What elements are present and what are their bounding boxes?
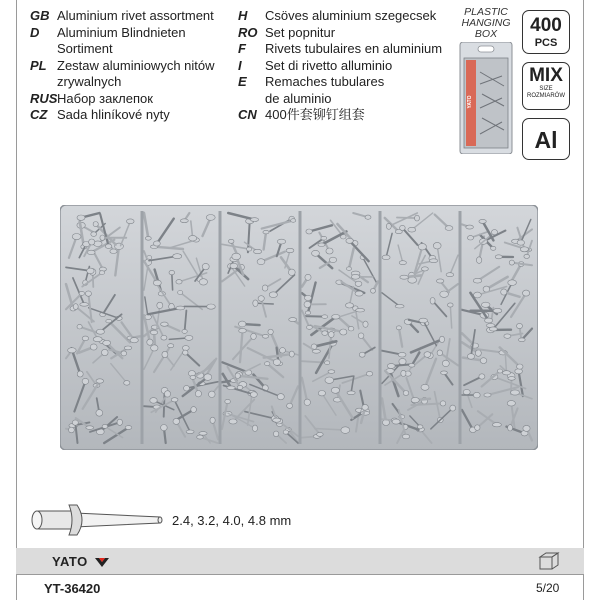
- rivet-head-shape: [491, 246, 496, 250]
- pieces-unit: PCS: [534, 37, 558, 49]
- rivet-head-shape: [199, 279, 207, 285]
- rivet-head-shape: [124, 381, 130, 386]
- language-text: Set di rivetto alluminio: [265, 57, 393, 73]
- rivet-head-shape: [252, 425, 257, 431]
- rivet-head-shape: [523, 425, 530, 431]
- rivet-head-shape: [346, 238, 353, 243]
- language-entry: [238, 8, 442, 25]
- rivet-head-shape: [257, 259, 265, 265]
- rivet-head-shape: [508, 377, 515, 381]
- language-entry: [238, 74, 442, 91]
- rivet-head-shape: [523, 290, 530, 296]
- packaging-label-line: HANGING: [461, 17, 511, 29]
- language-text: Csöves aluminium szegecsek: [265, 8, 437, 23]
- rivet-head-shape: [362, 404, 368, 410]
- rivet-head-shape: [96, 410, 103, 417]
- rivet-head-shape: [189, 235, 197, 241]
- language-code: I: [238, 57, 242, 73]
- language-text: Zestaw aluminiowych nitów: [57, 57, 215, 73]
- rivet-head-shape: [176, 306, 185, 310]
- rivet-head-shape: [476, 257, 481, 264]
- rivet-head-shape: [251, 333, 257, 339]
- rivet-head-shape: [332, 315, 340, 320]
- mix-sub-label: ROZMIARÓW: [527, 93, 565, 99]
- page-number: 5/20: [536, 581, 560, 595]
- rivet-head-shape: [325, 377, 334, 383]
- rivet-head-shape: [399, 261, 406, 265]
- rivet-head-shape: [289, 318, 297, 322]
- rivet-head-shape: [239, 321, 246, 327]
- rivet-head-shape: [96, 379, 104, 383]
- language-text: Набор заклепок: [57, 90, 153, 106]
- rivet-head-shape: [124, 346, 132, 350]
- rivet-head-shape: [287, 403, 293, 408]
- rivet-head-shape: [441, 371, 448, 375]
- rivet-head-shape: [99, 271, 104, 275]
- rivet-head-shape: [318, 391, 325, 396]
- rivet-head-shape: [392, 419, 400, 424]
- packaging-label-line: BOX: [474, 28, 498, 40]
- rivet-head-shape: [475, 425, 480, 431]
- rivet-head-shape: [399, 358, 406, 364]
- rivet-head-shape: [147, 339, 153, 345]
- language-text: Aluminium rivet assortment: [57, 8, 214, 23]
- rivet-head-shape: [105, 244, 111, 249]
- rivet-head-shape: [475, 350, 481, 356]
- rivet-head-shape: [117, 419, 122, 425]
- rivet-head-shape: [437, 279, 444, 283]
- language-code: CZ: [30, 107, 48, 122]
- rivet-head-shape: [322, 315, 328, 319]
- language-entry: [238, 58, 442, 75]
- rivet-head-shape: [346, 267, 351, 271]
- rivet-head-shape: [87, 268, 94, 274]
- rivet-head-shape: [341, 427, 350, 434]
- rivet-head-shape: [180, 219, 188, 223]
- rivet-head-shape: [507, 401, 515, 406]
- rivet-head-shape: [184, 385, 190, 391]
- rivet-head-shape: [239, 329, 247, 333]
- rivet-head-shape: [480, 358, 487, 364]
- rivet-head-shape: [386, 223, 391, 229]
- rivet-head-shape: [154, 241, 161, 246]
- rivet-head-shape: [511, 390, 520, 395]
- packaging-label: [455, 7, 517, 40]
- rivet-head-shape: [229, 419, 237, 424]
- rivet-head-shape: [493, 308, 502, 313]
- rivet-head-shape: [502, 371, 510, 375]
- rivet-head-shape: [402, 434, 409, 439]
- rivet-head-shape: [72, 234, 81, 240]
- rivet-head-shape: [127, 219, 135, 224]
- rivet-head-shape: [176, 280, 182, 284]
- rivet-head-shape: [100, 235, 105, 240]
- rivet-head-shape: [400, 275, 408, 279]
- rivet-head-shape: [422, 267, 429, 271]
- language-text-continued: Sortiment: [57, 41, 113, 56]
- language-column-left: [30, 8, 215, 124]
- rivet-head-shape: [171, 398, 178, 402]
- rivet-head-shape: [150, 398, 157, 404]
- rivet-head-shape: [77, 215, 85, 220]
- rivet-head-shape: [102, 424, 108, 428]
- rivet-head-shape: [439, 336, 444, 342]
- rivet-head-shape: [387, 364, 395, 369]
- rivet-head-shape: [251, 392, 258, 398]
- rivet-head-shape: [190, 375, 196, 379]
- rivet-head-shape: [415, 215, 420, 221]
- rivet-head-shape: [262, 334, 268, 338]
- rivet-head-shape: [481, 302, 490, 307]
- language-code: PL: [30, 57, 47, 73]
- rivet-head-shape: [304, 301, 311, 307]
- rivet-head-shape: [90, 344, 97, 350]
- rivet-head-shape: [359, 352, 365, 357]
- rivet-head-shape: [153, 280, 161, 286]
- rivet-head-shape: [209, 391, 216, 397]
- rivet-head-shape: [484, 393, 491, 397]
- rivet-head-shape: [355, 281, 362, 286]
- rivet-head-shape: [497, 369, 502, 373]
- rivet-head-shape: [382, 255, 390, 260]
- rivet-head-shape: [305, 311, 310, 315]
- rivet-head-shape: [396, 326, 401, 330]
- rivet-head-shape: [173, 418, 180, 424]
- rivet-head-shape: [273, 359, 280, 365]
- rivet-head-shape: [182, 329, 187, 333]
- rivet-head-shape: [331, 387, 339, 393]
- rivet-head-shape: [288, 269, 295, 275]
- rivet-head-shape: [164, 391, 170, 397]
- rivet-head-shape: [433, 242, 441, 249]
- rivet-head-shape: [289, 351, 294, 357]
- rivet-head-shape: [317, 432, 324, 436]
- rivet-head-shape: [485, 318, 493, 323]
- rivet-head-shape: [440, 291, 449, 297]
- footer: [16, 548, 584, 600]
- rivet-head-shape: [445, 226, 453, 231]
- rivet-head-shape: [204, 374, 212, 381]
- language-entry: [30, 25, 215, 42]
- rivet-head-shape: [492, 423, 501, 427]
- rivet-head-shape: [103, 340, 111, 345]
- rivet-head-shape: [401, 370, 406, 376]
- rivet-head-shape: [508, 280, 517, 286]
- rivet-head-shape: [411, 397, 419, 402]
- hanging-box-image: [458, 42, 514, 154]
- rivet-head-shape: [178, 291, 183, 295]
- rivet-head-shape: [291, 219, 296, 223]
- language-code: F: [238, 41, 246, 56]
- rivet-head-shape: [463, 389, 470, 394]
- rivet-head-shape: [473, 278, 481, 283]
- rivet-head-shape: [395, 304, 404, 308]
- rivet-head-shape: [87, 250, 95, 254]
- rivet-head-shape: [85, 291, 91, 296]
- rivet-head-shape: [68, 348, 77, 353]
- mix-size-badge: [522, 62, 570, 110]
- rivet-head-shape: [130, 338, 138, 343]
- rivet-head-shape: [268, 329, 273, 334]
- rivet-head-shape: [515, 369, 523, 374]
- rivet-head-shape: [273, 431, 278, 437]
- rivet-head-shape: [151, 345, 158, 351]
- language-code: RUS: [30, 90, 58, 106]
- rivet-head-shape: [102, 349, 109, 355]
- rivet-head-shape: [318, 243, 325, 247]
- rivet-head-shape: [91, 232, 97, 237]
- material-badge: [522, 118, 570, 160]
- material-label: Al: [534, 127, 558, 153]
- rivet-head-shape: [145, 236, 151, 240]
- footer-divider: [16, 574, 584, 575]
- rivet-head-shape: [86, 426, 94, 430]
- rivet-head-shape: [518, 338, 525, 342]
- language-entry: [30, 58, 215, 75]
- rivet-head-shape: [79, 291, 84, 295]
- brand-logo-text: YATO: [52, 554, 88, 569]
- language-code: E: [238, 74, 247, 89]
- brand-logo: [52, 554, 110, 569]
- rivet-head-shape: [307, 326, 313, 330]
- box-icon: [538, 551, 560, 571]
- rivet-head-shape: [312, 349, 320, 353]
- language-entry: [30, 8, 215, 25]
- rivet-head-shape: [348, 326, 354, 331]
- rivet-head-shape: [517, 364, 523, 369]
- pieces-count: 400: [530, 15, 562, 36]
- rivet-head-shape: [199, 432, 207, 436]
- rivet-head-shape: [509, 260, 514, 265]
- rivet-head-shape: [262, 285, 268, 291]
- language-text: Aluminium Blindnieten: [57, 24, 186, 40]
- rivet-head-shape: [183, 350, 188, 355]
- rivet-head-shape: [508, 425, 513, 431]
- rivet-head-shape: [418, 243, 426, 250]
- rivet-head-shape: [232, 253, 241, 260]
- rivet-head-shape: [442, 360, 449, 366]
- rivet-head-shape: [173, 254, 182, 259]
- language-code: H: [238, 8, 248, 23]
- language-text-continued: zrywalnych: [57, 74, 122, 89]
- rivet-head-shape: [363, 321, 368, 327]
- rivet-head-shape: [430, 298, 435, 305]
- rivet-head-shape: [253, 300, 258, 307]
- rivet-head-shape: [82, 336, 88, 341]
- rivet-head-shape: [169, 270, 175, 274]
- rivet-head-shape: [235, 373, 240, 379]
- rivet-head-shape: [321, 236, 327, 240]
- rivet-head-shape: [228, 239, 234, 243]
- product-code: YT-36420: [44, 581, 101, 596]
- pack-brand-text: YATO: [467, 95, 473, 109]
- rivet-head-shape: [161, 425, 168, 431]
- rivet-head-shape: [417, 425, 423, 429]
- rivet-head-shape: [446, 273, 454, 277]
- rivet-head-shape: [80, 303, 89, 307]
- rivet-head-shape: [437, 350, 442, 356]
- language-code: CN: [238, 107, 257, 122]
- rivet-head-shape: [351, 274, 359, 279]
- rivet-head-shape: [479, 374, 485, 379]
- rivet-head-shape: [322, 331, 328, 336]
- pieces-badge: [522, 10, 570, 54]
- rivet-head-shape: [210, 417, 215, 423]
- language-text: Set popnitur: [265, 24, 336, 40]
- rivet-head-shape: [269, 292, 277, 298]
- language-text-continued: de aluminio: [265, 90, 332, 106]
- rivet-head-shape: [93, 222, 98, 227]
- rivet-head-shape: [283, 430, 288, 434]
- rivet-head-shape: [265, 362, 270, 366]
- language-text: 400件套铆钉组套: [265, 107, 365, 122]
- language-entry: [238, 41, 442, 58]
- rivet-head-shape: [504, 334, 511, 338]
- rivet-head-shape: [366, 371, 372, 376]
- rivet-head-shape: [517, 240, 524, 245]
- language-code: RO: [238, 24, 258, 40]
- rivet-sizes: 2.4, 3.2, 4.0, 4.8 mm: [172, 513, 292, 528]
- rivet-head-shape: [246, 247, 251, 251]
- rivet-head-shape: [467, 236, 473, 240]
- language-code: D: [30, 24, 40, 40]
- rivet-head-shape: [371, 288, 376, 293]
- language-text: Sada hliníkové nyty: [57, 107, 170, 122]
- rivet-head-shape: [168, 344, 174, 348]
- rivet-shape: [172, 273, 173, 290]
- rivet-head-shape: [96, 329, 104, 334]
- packaging-label-line: PLASTIC: [464, 6, 508, 18]
- rivet-head-shape: [346, 303, 354, 308]
- rivet-head-shape: [230, 263, 238, 268]
- language-text: Remaches tubulares: [265, 74, 385, 89]
- rivet-head-shape: [408, 227, 416, 232]
- rivet-assortment-photo: [60, 205, 538, 450]
- rivet-head-shape: [403, 391, 409, 396]
- rivet-head-shape: [329, 331, 335, 337]
- rivet-head-shape: [157, 302, 163, 308]
- rivet-head-shape: [186, 430, 194, 434]
- rivet-head-shape: [277, 239, 285, 244]
- rivet-head-shape: [501, 289, 507, 295]
- rivet-head-shape: [450, 405, 456, 411]
- rivet-head-shape: [495, 255, 502, 259]
- rivet-head-shape: [162, 351, 168, 357]
- rivet-head-shape: [312, 250, 320, 256]
- language-entry: [30, 91, 215, 108]
- language-entry: [30, 107, 215, 124]
- rivet-illustration: [25, 495, 170, 545]
- yato-logo-mark-icon: [94, 557, 110, 568]
- mix-label: MIX: [529, 65, 563, 86]
- rivet-head-shape: [93, 337, 102, 342]
- rivet-head-shape: [185, 335, 193, 340]
- language-entry: [238, 107, 442, 124]
- rivet-head-shape: [306, 229, 312, 234]
- rivet-head-shape: [355, 291, 363, 296]
- rivet-head-shape: [398, 352, 406, 357]
- rivet-head-shape: [328, 370, 335, 374]
- rivet-head-shape: [400, 225, 406, 230]
- rivet-head-shape: [473, 392, 480, 398]
- rivet-head-shape: [280, 348, 286, 354]
- rivet-head-shape: [254, 249, 262, 253]
- rivet-head-shape: [72, 420, 78, 425]
- rivet-head-shape: [419, 318, 428, 323]
- rivet-head-shape: [263, 230, 269, 234]
- rivet-head-shape: [325, 361, 330, 365]
- rivet-head-shape: [329, 257, 336, 262]
- rivet-head-shape: [191, 407, 197, 413]
- language-text: Rivets tubulaires en aluminium: [265, 41, 443, 56]
- language-column-right: [238, 8, 442, 124]
- rivet-head-shape: [524, 254, 530, 258]
- mix-sub-label: SIZE: [539, 86, 553, 92]
- rivet-head-shape: [202, 263, 209, 269]
- rivet-head-shape: [82, 378, 89, 384]
- rivet-head-shape: [491, 230, 497, 235]
- rivet-head-shape: [110, 249, 117, 254]
- rivet-head-shape: [197, 435, 204, 439]
- rivet-head-shape: [429, 259, 437, 263]
- rivet-head-shape: [207, 304, 216, 309]
- rivet-head-shape: [73, 304, 78, 310]
- rivet-head-shape: [77, 371, 83, 377]
- rivet-head-shape: [440, 401, 446, 406]
- rivet-head-shape: [466, 225, 474, 229]
- rivet-head-shape: [182, 346, 189, 351]
- rivet-head-shape: [195, 391, 201, 397]
- rivet-head-shape: [277, 394, 284, 400]
- rivet-head-shape: [467, 354, 474, 360]
- rivet-head-shape: [125, 426, 132, 430]
- rivet-head-shape: [258, 296, 264, 302]
- rivet-head-shape: [250, 218, 258, 222]
- rivet-head-shape: [365, 215, 371, 219]
- rivet-head-shape: [340, 329, 347, 335]
- rivet-head-shape: [206, 215, 215, 221]
- rivet-head-shape: [409, 364, 415, 368]
- rivet-head-shape: [358, 333, 364, 339]
- rivet-head-shape: [356, 308, 365, 312]
- rivet-head-shape: [305, 274, 311, 280]
- language-entry: [238, 25, 442, 42]
- rivet-head-shape: [479, 219, 486, 223]
- rivet-head-shape: [273, 418, 281, 422]
- rivet-head-shape: [326, 248, 333, 254]
- rivet-head-shape: [304, 399, 310, 405]
- rivet-head-shape: [225, 399, 231, 403]
- rivet-head-shape: [89, 239, 95, 245]
- language-code: GB: [30, 8, 50, 23]
- rivet-head-shape: [161, 335, 167, 340]
- rivet-head-shape: [161, 322, 169, 326]
- rivet-head-shape: [227, 386, 235, 390]
- rivet-head-shape: [448, 303, 454, 307]
- rivet-head-shape: [347, 391, 355, 395]
- rivet-head-shape: [304, 295, 311, 300]
- rivet-head-shape: [489, 327, 497, 331]
- rivet-head-shape: [421, 384, 429, 390]
- rivet-head-shape: [520, 247, 528, 252]
- rivet-head-shape: [424, 352, 431, 358]
- rivet-head-shape: [517, 323, 523, 328]
- rivet-head-shape: [121, 351, 127, 356]
- rivet-head-shape: [77, 324, 82, 329]
- rivet-head-shape: [286, 248, 294, 252]
- rivet-head-shape: [69, 427, 75, 433]
